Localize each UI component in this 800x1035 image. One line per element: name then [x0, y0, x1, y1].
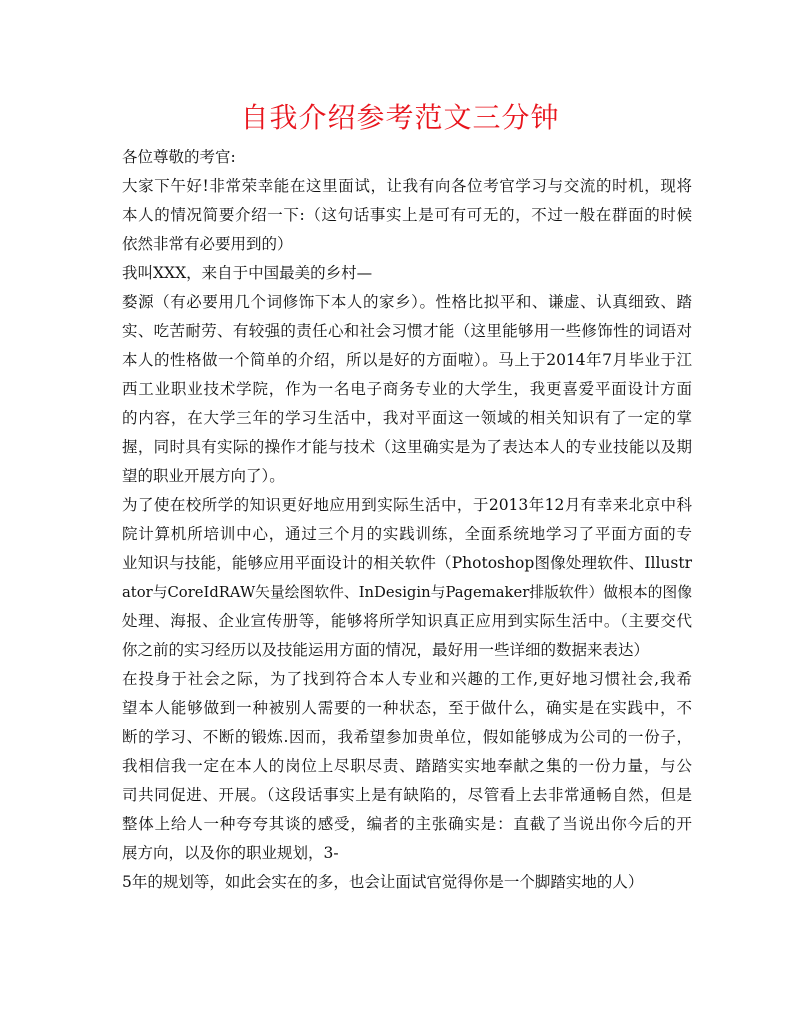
document-body: [122, 143, 692, 897]
text-line: ator与CoreIdRAW矢量绘图软件、InDesigin与Pagemaker排版软件）做根本的图像: [122, 584, 692, 601]
text-line: 婺源（有必要用几个词修饰下本人的家乡）。性格比拟平和、谦虚、认真细致、踏: [122, 293, 692, 311]
text-line: 西工业职业技术学院，作为一名电子商务专业的大学生，我更喜爱平面设计方面: [122, 380, 692, 398]
text-line: 业知识与技能，能够应用平面设计的相关软件（Photoshop图像处理软件、Illustr: [122, 554, 692, 572]
text-line: 司共同促进、开展。（这段话事实上是有缺陷的，尽管看上去非常通畅自然，但是: [122, 786, 692, 804]
text-line: 望本人能够做到一种被别人需要的一种状态，至于做什么，确实是在实践中，不: [122, 699, 692, 717]
text-line: 你之前的实习经历以及技能运用方面的情况，最好用一些详细的数据来表达）: [122, 641, 650, 659]
text-line: 我叫XXX，来自于中国最美的乡村—: [122, 264, 373, 282]
text-line: 望的职业开展方向了）。: [122, 467, 285, 485]
text-line: 我相信我一定在本人的岗位上尽职尽责、踏踏实实地奉献之集的一份力量，与公: [122, 757, 692, 775]
text-line: 大家下午好!非常荣幸能在这里面试，让我有向各位考官学习与交流的时机，现将: [122, 177, 692, 195]
text-line: 依然非常有必要用到的）: [122, 235, 293, 253]
text-line: 握，同时具有实际的操作才能与技术（这里确实是为了表达本人的专业技能以及期: [122, 438, 692, 456]
text-line: 实、吃苦耐劳、有较强的责任心和社会习惯才能（这里能够用一些修饰性的词语对: [122, 322, 692, 340]
text-line: 为了使在校所学的知识更好地应用到实际生活中，于2013年12月有幸来北京中科: [122, 496, 692, 514]
text-line: 展方向，以及你的职业规划，3-: [122, 844, 339, 862]
document-title: 自我介绍参考范文三分钟: [240, 101, 560, 134]
text-line: 本人的情况简要介绍一下:（这句话事实上是可有可无的，不过一般在群面的时候: [122, 206, 692, 224]
text-line: 的内容，在大学三年的学习生活中，我对平面这一领域的相关知识有了一定的掌: [122, 409, 692, 427]
text-line: 本人的性格做一个简单的介绍，所以是好的方面啦）。马上于2014年7月毕业于江: [122, 351, 692, 369]
text-line: 院计算机所培训中心，通过三个月的实践训练，全面系统地学习了平面方面的专: [122, 525, 692, 543]
text-line: 在投身于社会之际，为了找到符合本人专业和兴趣的工作,更好地习惯社会,我希: [122, 670, 692, 688]
text-line: 整体上给人一种夸夸其谈的感受，编者的主张确实是：直截了当说出你今后的开: [122, 815, 692, 833]
text-line: 处理、海报、企业宣传册等，能够将所学知识真正应用到实际生活中。（主要交代: [122, 612, 692, 630]
text-line: 5年的规划等，如此会实在的多，也会让面试官觉得你是一个脚踏实地的人）: [122, 873, 644, 891]
text-line: 各位尊敬的考官:: [122, 148, 236, 166]
text-line: 断的学习、不断的锻炼.因而，我希望参加贵单位，假如能够成为公司的一份子，: [122, 728, 692, 746]
